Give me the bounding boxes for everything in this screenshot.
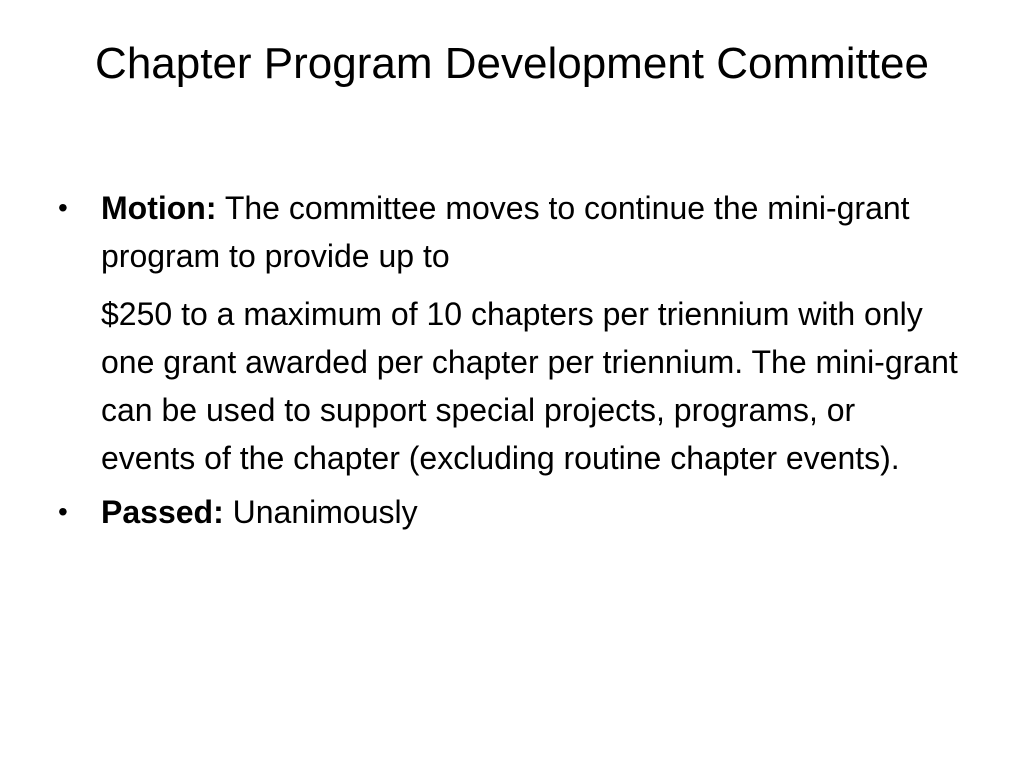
motion-label: Motion: <box>101 190 217 226</box>
passed-paragraph <box>101 488 958 536</box>
bullet-icon: • <box>58 192 68 223</box>
bullet-motion <box>58 184 958 482</box>
motion-text-1: The committee moves to continue the mini-grant program to provide up to <box>101 190 910 274</box>
motion-paragraph-1 <box>101 184 958 280</box>
passed-label: Passed: <box>101 494 224 530</box>
slide-title: Chapter Program Development Committee <box>95 39 929 88</box>
bullet-icon: • <box>58 496 68 527</box>
passed-text: Unanimously <box>232 494 418 530</box>
bullet-passed <box>58 488 958 536</box>
motion-paragraph-2: $250 to a maximum of 10 chapters per triennium with only one grant awarded per chapter per triennium. The mini-grant can be used to support special projects, programs, or events of the chapter (excluding routine chapter events). <box>101 296 958 476</box>
slide-body <box>58 184 958 536</box>
